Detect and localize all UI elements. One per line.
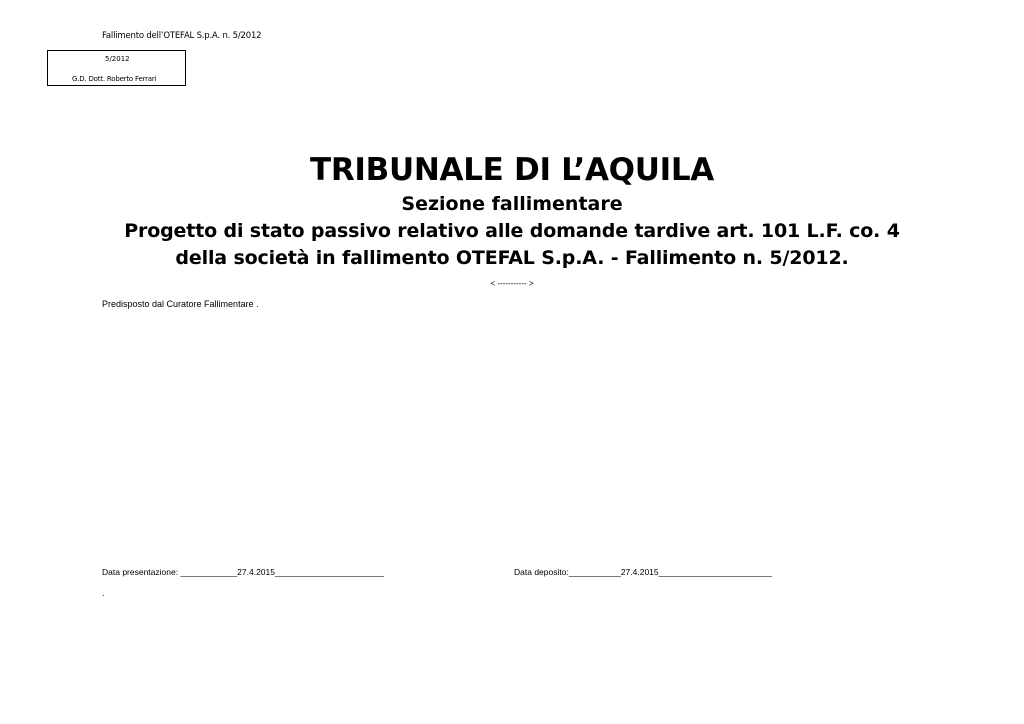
section-subtitle: Sezione fallimentare bbox=[401, 193, 623, 215]
separator-mark: < ----------- > bbox=[490, 279, 534, 288]
document-subject-line-2: della società in fallimento OTEFAL S.p.A. - Fallimento n. 5/2012. bbox=[175, 247, 849, 269]
trailing-dot: . bbox=[102, 588, 105, 598]
court-title: TRIBUNALE DI L’AQUILA bbox=[310, 152, 714, 188]
running-header: Fallimento dell’OTEFAL S.p.A. n. 5/2012 bbox=[102, 31, 262, 41]
case-number: 5/2012 bbox=[105, 55, 130, 63]
presentation-date-line: Data presentazione: ____________27.4.2015_______________________ bbox=[102, 567, 384, 577]
document-subject-line-1: Progetto di stato passivo relativo alle domande tardive art. 101 L.F. co. 4 bbox=[124, 220, 900, 242]
prepared-by-text: Predisposto dal Curatore Fallimentare . bbox=[102, 299, 259, 309]
case-info-box bbox=[47, 50, 186, 86]
deposit-date-line: Data deposito:___________27.4.2015________________________ bbox=[514, 567, 773, 577]
delegated-judge: G.D. Dott. Roberto Ferrari bbox=[72, 75, 157, 83]
